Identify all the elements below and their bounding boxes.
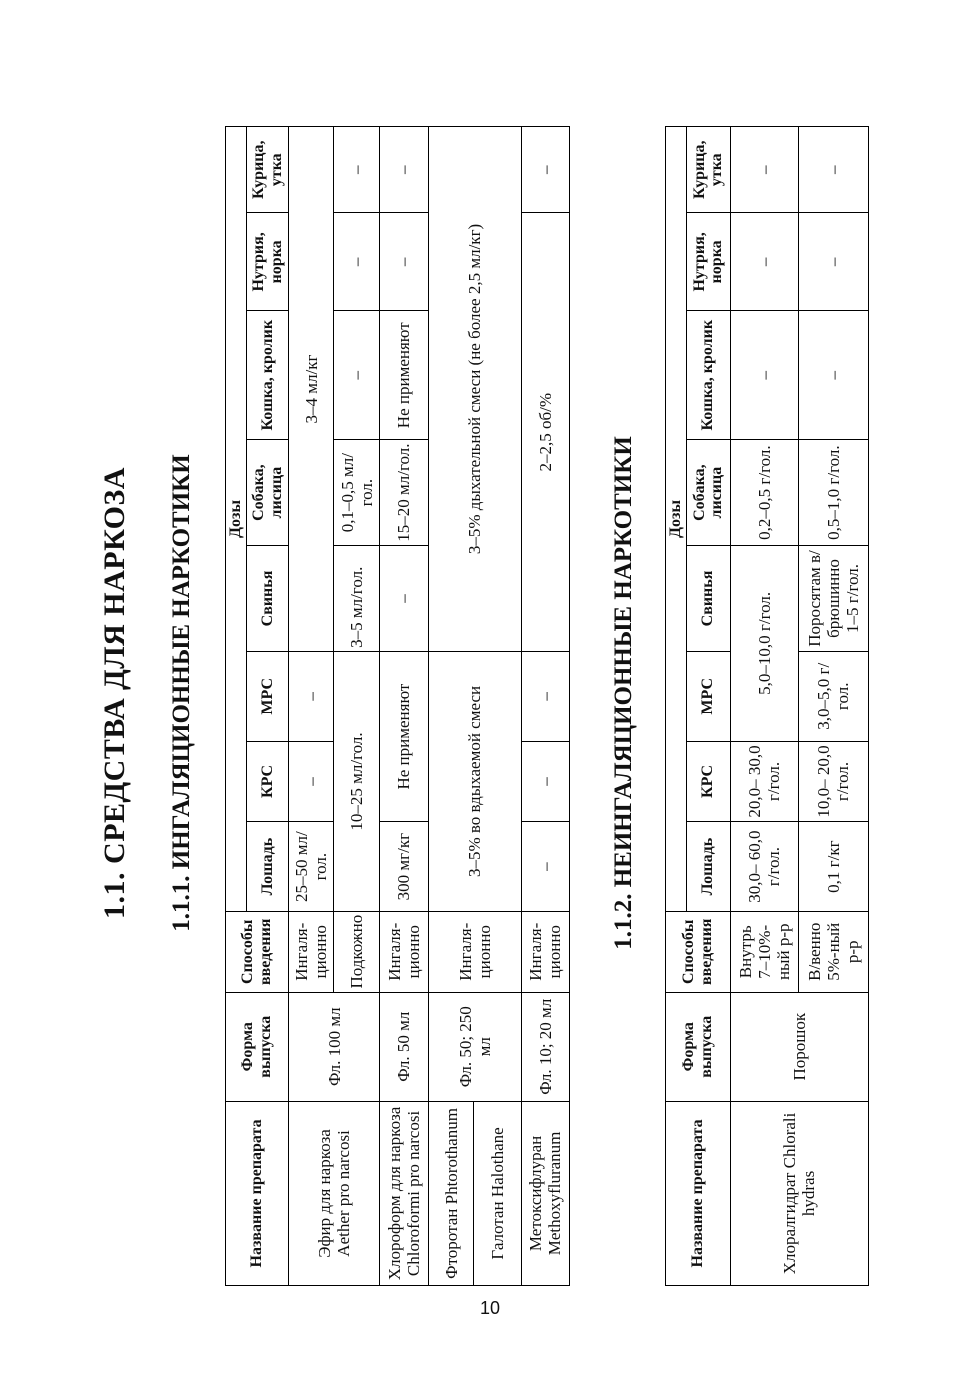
header-mrs-2: МРС: [686, 651, 730, 741]
ftorotan-route: Ингаля-ционно: [428, 912, 521, 993]
chloroform-horse: 300 мг/кг: [380, 822, 428, 912]
chloral-nutria-2: –: [798, 213, 868, 311]
header-doses-2: Дозы: [666, 127, 687, 912]
ether-route-2: Подкожно: [333, 912, 379, 993]
noninhalation-table: [665, 126, 869, 1286]
header-dog-2: Собака, лисица: [686, 440, 730, 546]
header-route-2: Способы введения: [666, 912, 731, 993]
methoxyflurane-mrs: –: [521, 651, 569, 741]
ether-name: Эфир для наркоза Aether pro narcosi: [289, 1101, 380, 1285]
ether-cat-2: –: [333, 311, 379, 440]
header-form-2: Форма выпуска: [666, 992, 731, 1101]
chloral-route-2: В/венно 5%-ный р-р: [798, 912, 868, 993]
chloroform-krs-mrs: Не применяют: [380, 651, 428, 821]
header-pig: Свинья: [247, 546, 289, 652]
chloral-krs-2: 10,0– 20,0 г/гол.: [798, 741, 868, 822]
ether-route-1: Ингаля-ционно: [289, 912, 333, 993]
chloral-form: Порошок: [730, 992, 868, 1101]
header-route: Способы введения: [226, 912, 289, 993]
header-doses: Дозы: [226, 127, 247, 912]
methoxyflurane-route: Ингаля-ционно: [521, 912, 569, 993]
chloroform-chicken: –: [380, 127, 428, 213]
chloroform-nutria: –: [380, 213, 428, 311]
chloral-pig-2: Поросятам в/брюшинно 1–5 г/гол.: [798, 546, 868, 652]
ether-dog-2: 0,1–0,5 мл/гол.: [333, 440, 379, 546]
methoxyflurane-dose-span: 2–2,5 об/%: [521, 213, 569, 651]
methoxyflurane-name: Метоксифлуран Methoxyfluranum: [521, 1101, 569, 1285]
header-krs-2: КРС: [686, 741, 730, 822]
chloral-route-1: Внутрь 7–10%-ный р-р: [730, 912, 798, 993]
ether-nutria-2: –: [333, 213, 379, 311]
ftorotan-dose-left: 3–5% во вдыхаемой смеси: [428, 651, 521, 911]
chloral-krs-1: 20,0– 30,0 г/гол.: [730, 741, 798, 822]
chloral-chicken-1: –: [730, 127, 798, 213]
inhalation-title: 1.1.1. ИНГАЛЯЦИОННЫЕ НАРКОТИКИ: [168, 454, 195, 932]
header-name: Название препарата: [226, 1101, 289, 1285]
ether-krs-mrs-2: 10–25 мл/гол.: [333, 651, 379, 911]
chloral-dog-1: 0,2–0,5 г/гол.: [730, 440, 798, 546]
header-mrs: МРС: [247, 651, 289, 741]
ether-horse-1: 25–50 мл/гол.: [289, 822, 333, 912]
header-form: Форма выпуска: [226, 992, 289, 1101]
chloral-horse-1: 30,0– 60,0 г/гол.: [730, 822, 798, 912]
header-horse-2: Лошадь: [686, 822, 730, 912]
page-number: 10: [479, 1298, 501, 1318]
chloroform-dog: 15–20 мл/гол.: [380, 440, 428, 546]
ftorotan-dose-right: 3–5% дыхательной смеси (не более 2,5 мл/кг): [428, 127, 521, 652]
chloral-cat-1: –: [730, 311, 798, 440]
chloroform-pig: –: [380, 546, 428, 652]
methoxyflurane-chicken: –: [521, 127, 569, 213]
ether-chicken-2: –: [333, 127, 379, 213]
header-chicken-2: Курица, утка: [686, 127, 730, 213]
header-nutria-2: Нутрия, норка: [686, 213, 730, 311]
chloroform-name: Хлороформ для наркоза Chloroformi pro narcosi: [380, 1101, 428, 1285]
header-cat-2: Кошка, кролик: [686, 311, 730, 440]
chloral-nutria-1: –: [730, 213, 798, 311]
chloroform-route: Ингаля-ционно: [380, 912, 428, 993]
inhalation-table: [225, 126, 570, 1286]
ether-krs-1: –: [289, 741, 333, 822]
chloroform-cat: Не применяют: [380, 311, 428, 440]
header-chicken: Курица, утка: [247, 127, 289, 213]
halothane-name: Галотан Halothane: [487, 1127, 507, 1260]
ether-mrs-1: –: [289, 651, 333, 741]
header-horse: Лошадь: [247, 822, 289, 912]
methoxyflurane-form: Фл. 10; 20 мл: [521, 992, 569, 1101]
chloroform-form: Фл. 50 мл: [380, 992, 428, 1101]
header-nutria: Нутрия, норка: [247, 213, 289, 311]
section-title: 1.1. СРЕДСТВА ДЛЯ НАРКОЗА: [98, 467, 131, 919]
chloral-horse-2: 0,1 г/кг: [798, 822, 868, 912]
header-krs: КРС: [247, 741, 289, 822]
header-pig-2: Свинья: [686, 546, 730, 652]
ether-pig-2: 3–5 мл/гол.: [333, 546, 379, 652]
methoxyflurane-krs: –: [521, 741, 569, 822]
header-dog: Собака, лисица: [247, 440, 289, 546]
header-cat: Кошка, кролик: [247, 311, 289, 440]
ether-dose-span-1: 3–4 мл/кг: [289, 127, 333, 652]
header-name-2: Название препарата: [666, 1101, 731, 1285]
chloral-mrs-pig-1: 5,0–10,0 г/гол.: [730, 546, 798, 742]
methoxyflurane-horse: –: [521, 822, 569, 912]
chloral-name: Хлоралгидрат Chlorali hydras: [730, 1101, 868, 1285]
noninhalation-title: 1.1.2. НЕИНГАЛЯЦИОННЫЕ НАРКОТИКИ: [610, 436, 637, 950]
chloral-cat-2: –: [798, 311, 868, 440]
ether-form: Фл. 100 мл: [289, 992, 380, 1101]
chloral-dog-2: 0,5–1,0 г/гол.: [798, 440, 868, 546]
ftorotan-form: Фл. 50; 250 мл: [428, 992, 521, 1101]
ftorotan-name: Фторотан Phtorothanum: [429, 1102, 474, 1285]
chloral-mrs-2: 3,0–5,0 г/гол.: [798, 651, 868, 741]
chloral-chicken-2: –: [798, 127, 868, 213]
